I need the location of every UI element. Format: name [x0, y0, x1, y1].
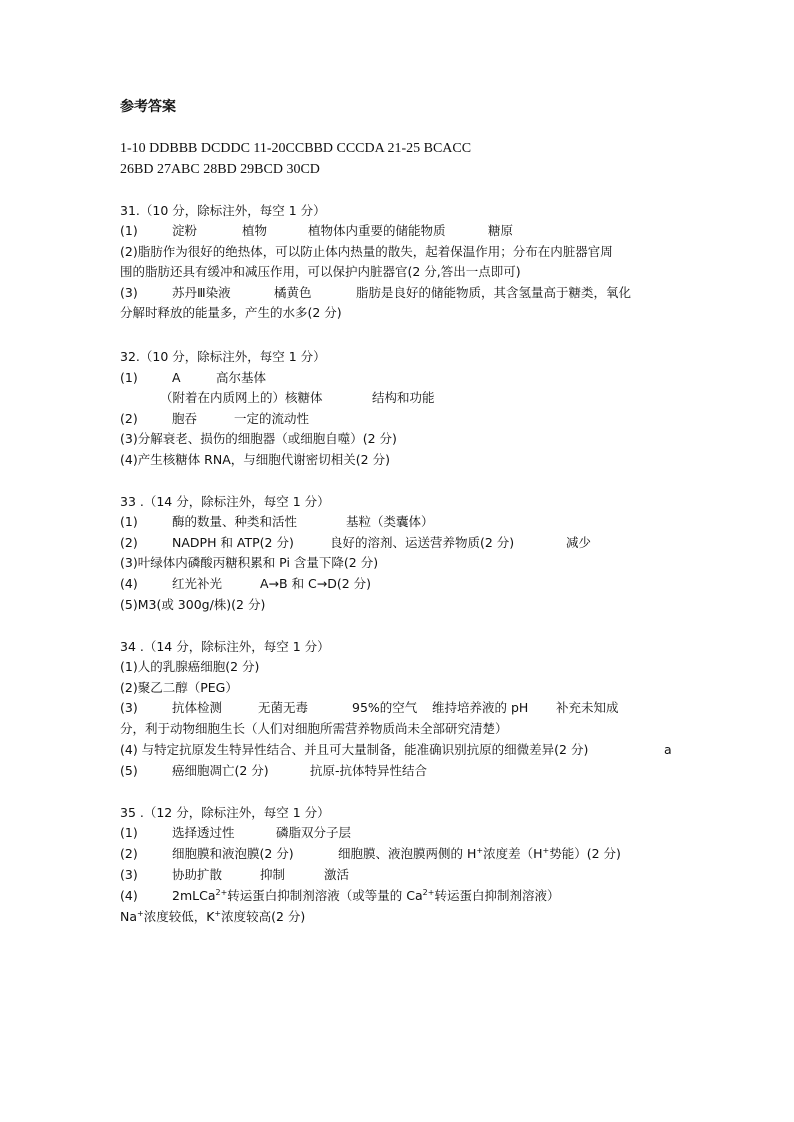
q32-header: 32.（10 分，除标注外，每空 1 分）	[120, 349, 326, 364]
q31-row-1: (1) 淀粉 植物 植物体内重要的储能物质 糖原	[120, 223, 514, 238]
q33-row-5: (5)M3(或 300g/株)(2 分)	[120, 597, 266, 612]
q31-row-2b: 围的脂肪还具有缓冲和减压作用，可以保护内脏器官(2 分,答出一点即可)	[120, 264, 521, 279]
q34-row-1: (1)人的乳腺癌细胞(2 分)	[120, 659, 260, 674]
q32-row-3: (3)分解衰老、损伤的细胞器（或细胞自噬）(2 分)	[120, 431, 397, 446]
q34-row-2: (2)聚乙二醇（PEG）	[120, 680, 238, 695]
q33-row-2: (2) NADPH 和 ATP(2 分) 良好的溶剂、运送营养物质(2 分) 减少	[120, 535, 592, 550]
q35-row-5: Na+浓度较低，K+浓度较高(2 分)	[120, 908, 306, 924]
q34-row-3b: 分，利于动物细胞生长（人们对细胞所需营养物质尚未全部研究清楚）	[120, 721, 508, 736]
page-title: 参考答案	[120, 99, 176, 115]
q32-row-1: (1) A 高尔基体	[120, 370, 267, 385]
q35-row-2: (2) 细胞膜和液泡膜(2 分) 细胞膜、液泡膜两侧的 H+浓度差（H+势能）(2 分)	[120, 845, 621, 861]
q31-row-2a: (2)脂肪作为很好的绝热体，可以防止体内热量的散失，起着保温作用；分布在内脏器官周	[120, 244, 613, 259]
mc-answers-line-1: 1-10 DDBBB DCDDC 11-20CCBBD CCCDA 21-25 BCACC	[120, 141, 472, 156]
q35-row-4: (4) 2mLCa$^{2+}$转运蛋白抑制剂溶液（或等量的 $Ca^{2+}$转运蛋白抑制剂溶液）	[120, 887, 560, 903]
q34-row-4-tail: a	[664, 742, 672, 757]
q31-header: 31.（10 分，除标注外，每空 1 分）	[120, 203, 326, 218]
q34-header: 34 .（14 分，除标注外，每空 1 分）	[120, 639, 330, 654]
q35-row-3: (3) 协助扩散 抑制 激活	[120, 867, 350, 882]
q31-row-3: (3) 苏丹Ⅲ染液 橘黄色 脂肪是良好的储能物质，其含氢量高于糖类，氧化	[120, 285, 632, 300]
q32-row-1b: （附着在内质网上的）核糖体 结构和功能	[160, 390, 435, 405]
q33-row-1: (1) 酶的数量、种类和活性 基粒（类囊体）	[120, 514, 434, 529]
q31-row-3b: 分解时释放的能量多，产生的水多(2 分)	[120, 305, 342, 320]
q35-row-1: (1) 选择透过性 磷脂双分子层	[120, 825, 352, 840]
q34-row-3: (3) 抗体检测 无菌无毒 95%的空气 维持培养液的 pH 补充未知成	[120, 700, 619, 715]
q33-header: 33 .（14 分，除标注外，每空 1 分）	[120, 494, 330, 509]
q33-row-3: (3)叶绿体内磷酸丙糖积累和 Pi 含量下降(2 分)	[120, 555, 379, 570]
q33-row-4: (4) 红光补光 A→B 和 C→D(2 分)	[120, 576, 372, 591]
q34-row-5: (5) 癌细胞凋亡(2 分) 抗原-抗体特异性结合	[120, 763, 428, 778]
q34-row-4: (4) 与特定抗原发生特异性结合、并且可大量制备，能准确识别抗原的细微差异(2 分)	[120, 742, 589, 757]
q32-row-2: (2) 胞吞 一定的流动性	[120, 411, 310, 426]
q35-header: 35 .（12 分，除标注外，每空 1 分）	[120, 805, 330, 820]
mc-answers-line-2: 26BD 27ABC 28BD 29BCD 30CD	[120, 162, 320, 177]
q32-row-4: (4)产生核糖体 RNA，与细胞代谢密切相关(2 分)	[120, 452, 390, 467]
